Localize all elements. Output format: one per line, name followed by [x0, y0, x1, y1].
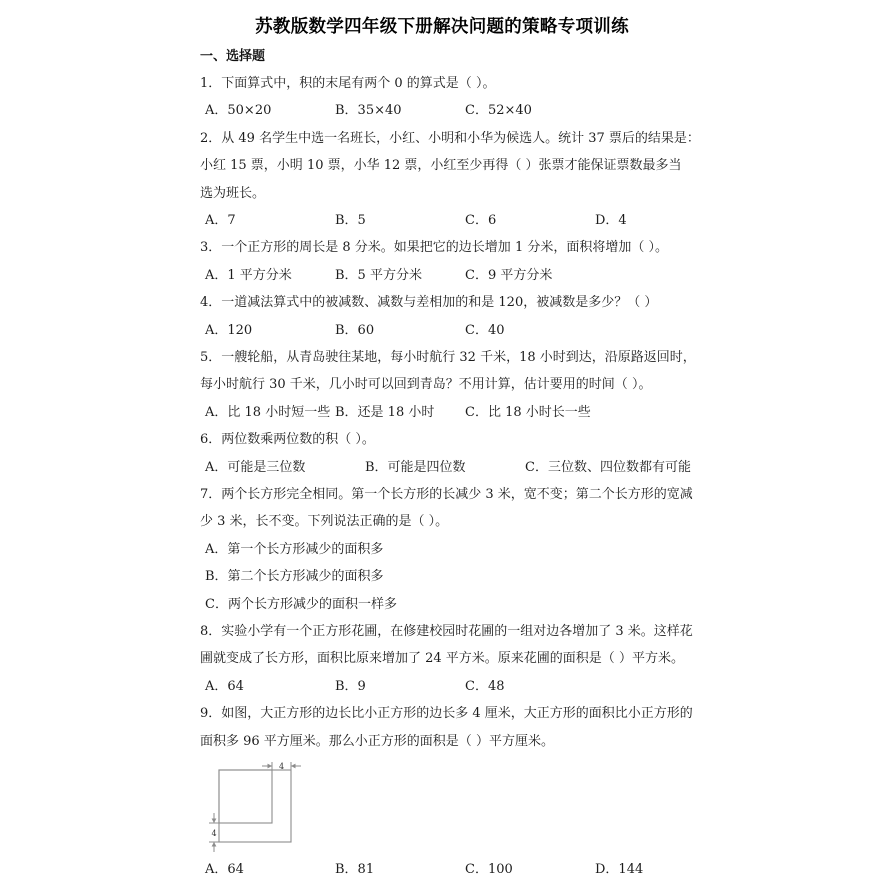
question-text: 3．一个正方形的周长是 8 分米。如果把它的边长增加 1 分米，面积将增加（ ）。	[200, 240, 668, 256]
question-text: 2．从 49 名学生中选一名班长，小红、小明和小华为候选人。统计 37 票后的结果是：	[200, 130, 700, 146]
section-heading: 一、选择题	[200, 49, 266, 64]
option-c[interactable]: C．40	[465, 322, 505, 338]
question-text-cont: 选为班长。	[200, 185, 266, 201]
option-a[interactable]: A．50×20	[205, 103, 272, 119]
question-block-8	[200, 618, 866, 700]
option-c[interactable]: C．6	[465, 213, 497, 229]
option-c[interactable]: C．9 平方分米	[465, 267, 553, 283]
option-b[interactable]: B．可能是四位数	[365, 459, 466, 475]
option-b[interactable]: B．5	[335, 213, 366, 229]
question-block-9	[200, 700, 866, 883]
question-text-cont: 圃就变成了长方形，面积比原来增加了 24 平方米。原来花圃的面积是（ ）平方米。	[200, 651, 684, 667]
option-b[interactable]: B．第二个长方形减少的面积多	[205, 569, 384, 585]
option-row	[200, 856, 866, 883]
option-a[interactable]: A．64	[205, 678, 244, 694]
small-square-shape	[219, 770, 272, 823]
document-body	[0, 47, 884, 883]
left-dimension-label: 4	[211, 829, 217, 839]
option-b[interactable]: B．还是 18 小时	[335, 404, 435, 420]
option-a[interactable]: A．比 18 小时短一些	[205, 404, 331, 420]
question-text: 9．如图，大正方形的边长比小正方形的边长多 4 厘米，大正方形的面积比小正方形的	[200, 706, 693, 722]
question-text: 6．两位数乘两位数的积（ ）。	[200, 432, 375, 448]
option-a[interactable]: A．7	[205, 213, 236, 229]
nested-squares-figure	[200, 755, 866, 856]
question-block-7	[200, 481, 866, 618]
option-a[interactable]: A．1 平方分米	[205, 267, 292, 283]
question-block-4	[200, 289, 866, 344]
option-a[interactable]: A．64	[205, 862, 244, 878]
question-text: 4．一道减法算式中的被减数、减数与差相加的和是 120，被减数是多少？（ ）	[200, 295, 658, 311]
option-b[interactable]: B．5 平方分米	[335, 267, 422, 283]
question-text: 5．一艘轮船，从青岛驶往某地，每小时航行 32 千米，18 小时到达，沿原路返回时，	[200, 350, 696, 365]
option-c[interactable]: C．100	[465, 862, 513, 878]
question-block-2	[200, 125, 866, 235]
option-d[interactable]: D．4	[595, 213, 627, 229]
option-c[interactable]: C．52×40	[465, 103, 532, 119]
option-c[interactable]: C．三位数、四位数都有可能	[525, 459, 691, 475]
option-b[interactable]: B．35×40	[335, 103, 402, 119]
question-text: 1．下面算式中，积的末尾有两个 0 的算式是（ ）。	[200, 76, 496, 91]
option-row	[200, 673, 866, 700]
option-row	[200, 454, 866, 481]
question-block-6	[200, 426, 866, 481]
option-row	[200, 317, 866, 344]
option-row	[200, 207, 866, 234]
option-a[interactable]: A．可能是三位数	[205, 459, 306, 475]
option-c[interactable]: C．48	[465, 678, 505, 694]
option-row	[200, 97, 866, 124]
question-text-cont: 小红 15 票，小明 10 票，小华 12 票，小红至少再得（ ）张票才能保证票数最多当	[200, 158, 682, 174]
option-c[interactable]: C．两个长方形减少的面积一样多	[205, 596, 397, 612]
question-text-cont: 每小时航行 30 千米，几小时可以回到青岛？不用计算，估计要用的时间（ ）。	[200, 377, 652, 393]
top-dimension-label: 4	[278, 762, 285, 772]
question-text: 7．两个长方形完全相同。第一个长方形的长减少 3 米，宽不变；第二个长方形的宽减	[200, 487, 693, 502]
option-a[interactable]: A．第一个长方形减少的面积多	[205, 541, 384, 557]
option-b[interactable]: B．60	[335, 322, 375, 338]
top-arrow-right-icon	[291, 764, 296, 769]
page-title: 苏教版数学四年级下册解决问题的策略专项训练	[255, 17, 629, 37]
top-arrow-left-icon	[268, 764, 273, 769]
left-arrow-down-icon	[212, 842, 217, 847]
left-arrow-up-icon	[212, 819, 217, 824]
question-text: 8．实验小学有一个正方形花圃，在修建校园时花圃的一组对边各增加了 3 米。这样花	[200, 624, 693, 640]
nested-squares-diagram	[203, 760, 321, 852]
option-d[interactable]: D．144	[595, 862, 644, 878]
option-c[interactable]: C．比 18 小时长一些	[465, 404, 591, 420]
question-text-cont: 少 3 米，长不变。下列说法正确的是（ ）。	[200, 514, 449, 530]
option-b[interactable]: B．81	[335, 862, 375, 878]
question-block-3	[200, 234, 866, 289]
large-square-shape	[219, 770, 291, 842]
option-b[interactable]: B．9	[335, 678, 366, 694]
question-block-1	[200, 70, 866, 125]
option-a[interactable]: A．120	[205, 322, 253, 338]
question-text-cont: 面积多 96 平方厘米。那么小正方形的面积是（ ）平方厘米。	[200, 733, 554, 749]
option-row	[200, 262, 866, 289]
option-row	[200, 399, 866, 426]
question-block-5	[200, 344, 866, 426]
